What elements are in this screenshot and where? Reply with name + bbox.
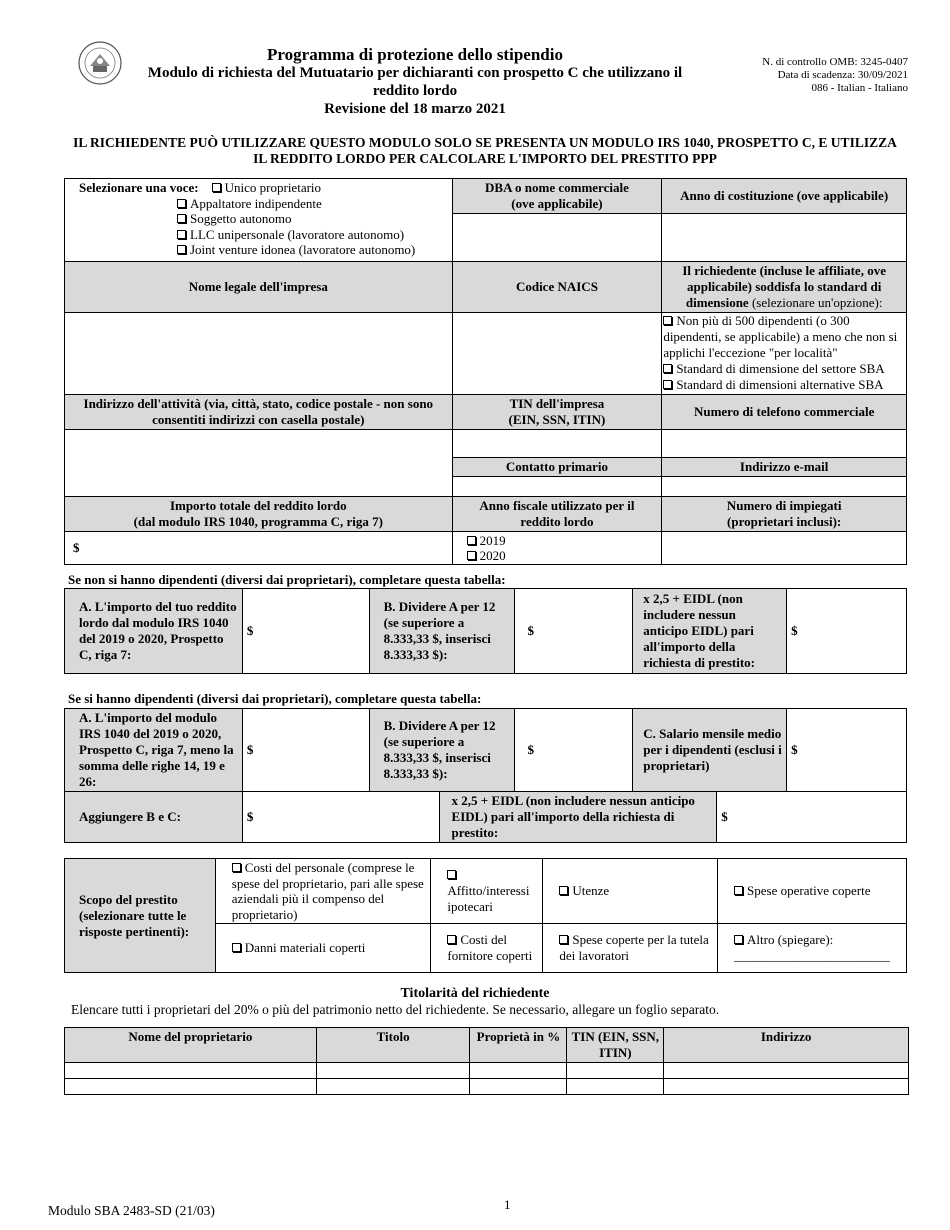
with-emp-b-field[interactable]: $: [515, 709, 633, 792]
employees-header: Numero di impiegati (proprietari inclusi):: [662, 497, 907, 532]
checkbox-sole-proprietor[interactable]: [212, 183, 221, 192]
owner-name-header: Nome del proprietario: [65, 1028, 317, 1063]
no-employees-heading: Se non si hanno dipendenti (diversi dai proprietari), completare questa tabella:: [68, 572, 506, 587]
primary-contact-field[interactable]: [452, 477, 662, 497]
owner-tin-field[interactable]: [567, 1063, 664, 1079]
tax-year-header: Anno fiscale utilizzato per il reddito lordo: [452, 497, 662, 532]
applicant-info-table: [64, 178, 907, 565]
purpose-worker-protection: Spese coperte per la tutela dei lavoratori: [543, 924, 718, 973]
owner-name-field[interactable]: [65, 1079, 317, 1095]
form-title: Programma di protezione dello stipendio Modulo di richiesta del Mutuatario per dichiaranti con prospetto C che utilizzano il reddito lordo Revisione del 18 marzo 2021: [147, 45, 683, 117]
owner-name-field[interactable]: [65, 1063, 317, 1079]
naics-field[interactable]: [452, 313, 662, 395]
phone-field[interactable]: [662, 430, 907, 458]
other-explain-field[interactable]: ________________________: [734, 948, 891, 963]
year-established-field[interactable]: [662, 214, 907, 262]
checkbox-rent[interactable]: [447, 870, 456, 879]
ownership-table: [64, 1027, 909, 1095]
legal-name-header: Nome legale dell'impresa: [65, 262, 453, 313]
purpose-payroll: Costi del personale (comprese le spese del proprietario, pari alle spese aziendali più il compenso del proprietario): [215, 859, 431, 924]
legal-name-field[interactable]: [65, 313, 453, 395]
with-emp-total-label: x 2,5 + EIDL (non includere nessun anticipo EIDL) pari all'importo della richiesta di prestito:: [439, 792, 717, 843]
phone-header: Numero di telefono commerciale: [662, 395, 907, 430]
owner-title-header: Titolo: [316, 1028, 470, 1063]
eligibility-notice: IL RICHIEDENTE PUÒ UTILIZZARE QUESTO MODULO SOLO SE PRESENTA UN MODULO IRS 1040, PROSPETTO C, E UTILIZZA IL REDDITO LORDO PER CALCOLARE L'IMPORTO DEL PRESTITO PPP: [73, 135, 897, 166]
no-emp-total-field[interactable]: $: [787, 589, 907, 674]
dba-header: DBA o nome commerciale (ove applicabile): [452, 179, 662, 214]
owner-address-header: Indirizzo: [664, 1028, 909, 1063]
checkbox-self-employed[interactable]: [177, 214, 186, 223]
email-field[interactable]: [662, 477, 907, 497]
with-employees-table: [64, 708, 907, 843]
no-employees-table: [64, 588, 907, 674]
ownership-pct-header: Proprietà in %: [470, 1028, 567, 1063]
with-emp-c-field[interactable]: $: [787, 709, 907, 792]
purpose-covered-ops: Spese operative coperte: [718, 859, 907, 924]
no-emp-total-label: x 2,5 + EIDL (non includere nessun anticipo EIDL) pari all'importo della richiesta di prestito:: [633, 589, 787, 674]
sba-seal-icon: [76, 40, 124, 86]
gross-income-field[interactable]: $: [65, 532, 453, 565]
checkbox-500-employees[interactable]: [663, 316, 672, 325]
purpose-utilities: Utenze: [543, 859, 718, 924]
purpose-label: Scopo del prestito (selezionare tutte le risposte pertinenti):: [65, 859, 216, 973]
checkbox-2019[interactable]: [467, 536, 476, 545]
with-emp-b-label: B. Dividere A per 12 (se superiore a 8.333,33 $, inserisci 8.333,33 $):: [369, 709, 515, 792]
address-header: Indirizzo dell'attività (via, città, stato, codice postale - non sono consentiti indirizzi con casella postale): [65, 395, 453, 430]
tax-year-options: 2019 2020: [452, 532, 662, 565]
loan-purpose-table: [64, 858, 907, 973]
size-standard-options: Non più di 500 dipendenti (o 300 dipendenti, se applicabile) a meno che non si applichi l'eccezione "per località" Standard di dimensione del settore SBA Standard di dimensioni alternative SBA: [662, 313, 907, 395]
owner-tin-field[interactable]: [567, 1079, 664, 1095]
purpose-property-damage: Danni materiali coperti: [215, 924, 431, 973]
checkbox-2020[interactable]: [467, 551, 476, 560]
employees-field[interactable]: [662, 532, 907, 565]
omb-block: N. di controllo OMB: 3245-0407 Data di scadenza: 30/09/2021 086 - Italian - Italiano: [762, 56, 908, 94]
primary-contact-header: Contatto primario: [452, 458, 662, 477]
checkbox-supplier[interactable]: [447, 935, 456, 944]
owner-title-field[interactable]: [316, 1063, 470, 1079]
checkbox-property-damage[interactable]: [232, 943, 241, 952]
owner-row: [65, 1063, 909, 1079]
email-header: Indirizzo e-mail: [662, 458, 907, 477]
ownership-instruction: Elencare tutti i proprietari del 20% o più del patrimonio netto del richiedente. Se necessario, allegare un foglio separato.: [71, 1002, 720, 1017]
business-type-cell: Selezionare una voce: Unico proprietario Appaltatore indipendente Soggetto autonomo LLC unipersonale (lavoratore autonomo) Joint venture idonea (lavoratore autonomo): [65, 179, 453, 262]
address-field[interactable]: [65, 430, 453, 497]
add-b-c-label: Aggiungere B e C:: [65, 792, 243, 843]
with-employees-heading: Se si hanno dipendenti (diversi dai proprietari), completare questa tabella:: [68, 691, 482, 706]
checkbox-worker-protection[interactable]: [559, 935, 568, 944]
owner-address-field[interactable]: [664, 1079, 909, 1095]
checkbox-independent-contractor[interactable]: [177, 199, 186, 208]
gross-income-header: Importo totale del reddito lordo (dal modulo IRS 1040, programma C, riga 7): [65, 497, 453, 532]
checkbox-covered-ops[interactable]: [734, 886, 743, 895]
checkbox-other[interactable]: [734, 935, 743, 944]
purpose-supplier: Costi del fornitore coperti: [431, 924, 543, 973]
checkbox-industry-standard[interactable]: [663, 364, 672, 373]
owner-address-field[interactable]: [664, 1063, 909, 1079]
purpose-other: Altro (spiegare): ________________________: [718, 924, 907, 973]
owner-pct-field[interactable]: [470, 1063, 567, 1079]
owner-pct-field[interactable]: [470, 1079, 567, 1095]
checkbox-single-member-llc[interactable]: [177, 230, 186, 239]
owner-tin-header: TIN (EIN, SSN, ITIN): [567, 1028, 664, 1063]
with-emp-total-field[interactable]: $: [717, 792, 907, 843]
checkbox-payroll[interactable]: [232, 863, 241, 872]
checkbox-joint-venture[interactable]: [177, 245, 186, 254]
owner-title-field[interactable]: [316, 1079, 470, 1095]
no-emp-b-label: B. Dividere A per 12 (se superiore a 8.333,33 $, inserisci 8.333,33 $):: [369, 589, 515, 674]
naics-header: Codice NAICS: [452, 262, 662, 313]
no-emp-b-field[interactable]: $: [515, 589, 633, 674]
page-number: 1: [504, 1197, 511, 1212]
add-b-c-field[interactable]: $: [242, 792, 439, 843]
dba-field[interactable]: [452, 214, 662, 262]
with-emp-a-label: A. L'importo del modulo IRS 1040 del 2019 o 2020, Prospetto C, riga 7, meno la somma delle righe 14, 19 e 26:: [65, 709, 243, 792]
no-emp-a-label: A. L'importo del tuo reddito lordo dal modulo IRS 1040 del 2019 o 2020, Prospetto C, riga 7:: [65, 589, 243, 674]
ownership-title: Titolarità del richiedente: [400, 986, 550, 1001]
business-type-label: Selezionare una voce:: [79, 180, 199, 195]
with-emp-a-field[interactable]: $: [242, 709, 369, 792]
checkbox-alternative-standard[interactable]: [663, 380, 672, 389]
no-emp-a-field[interactable]: $: [242, 589, 369, 674]
tin-field[interactable]: [452, 430, 662, 458]
tin-header: TIN dell'impresa (EIN, SSN, ITIN): [452, 395, 662, 430]
checkbox-utilities[interactable]: [559, 886, 568, 895]
purpose-rent: Affitto/interessi ipotecari: [431, 859, 543, 924]
owner-row: [65, 1079, 909, 1095]
form-id: Modulo SBA 2483-SD (21/03): [48, 1203, 215, 1218]
year-established-header: Anno di costituzione (ove applicabile): [662, 179, 907, 214]
with-emp-c-label: C. Salario mensile medio per i dipendenti (esclusi i proprietari): [633, 709, 787, 792]
size-standard-header: Il richiedente (incluse le affiliate, ove applicabile) soddisfa lo standard di dimensione (selezionare un'opzione):: [662, 262, 907, 313]
